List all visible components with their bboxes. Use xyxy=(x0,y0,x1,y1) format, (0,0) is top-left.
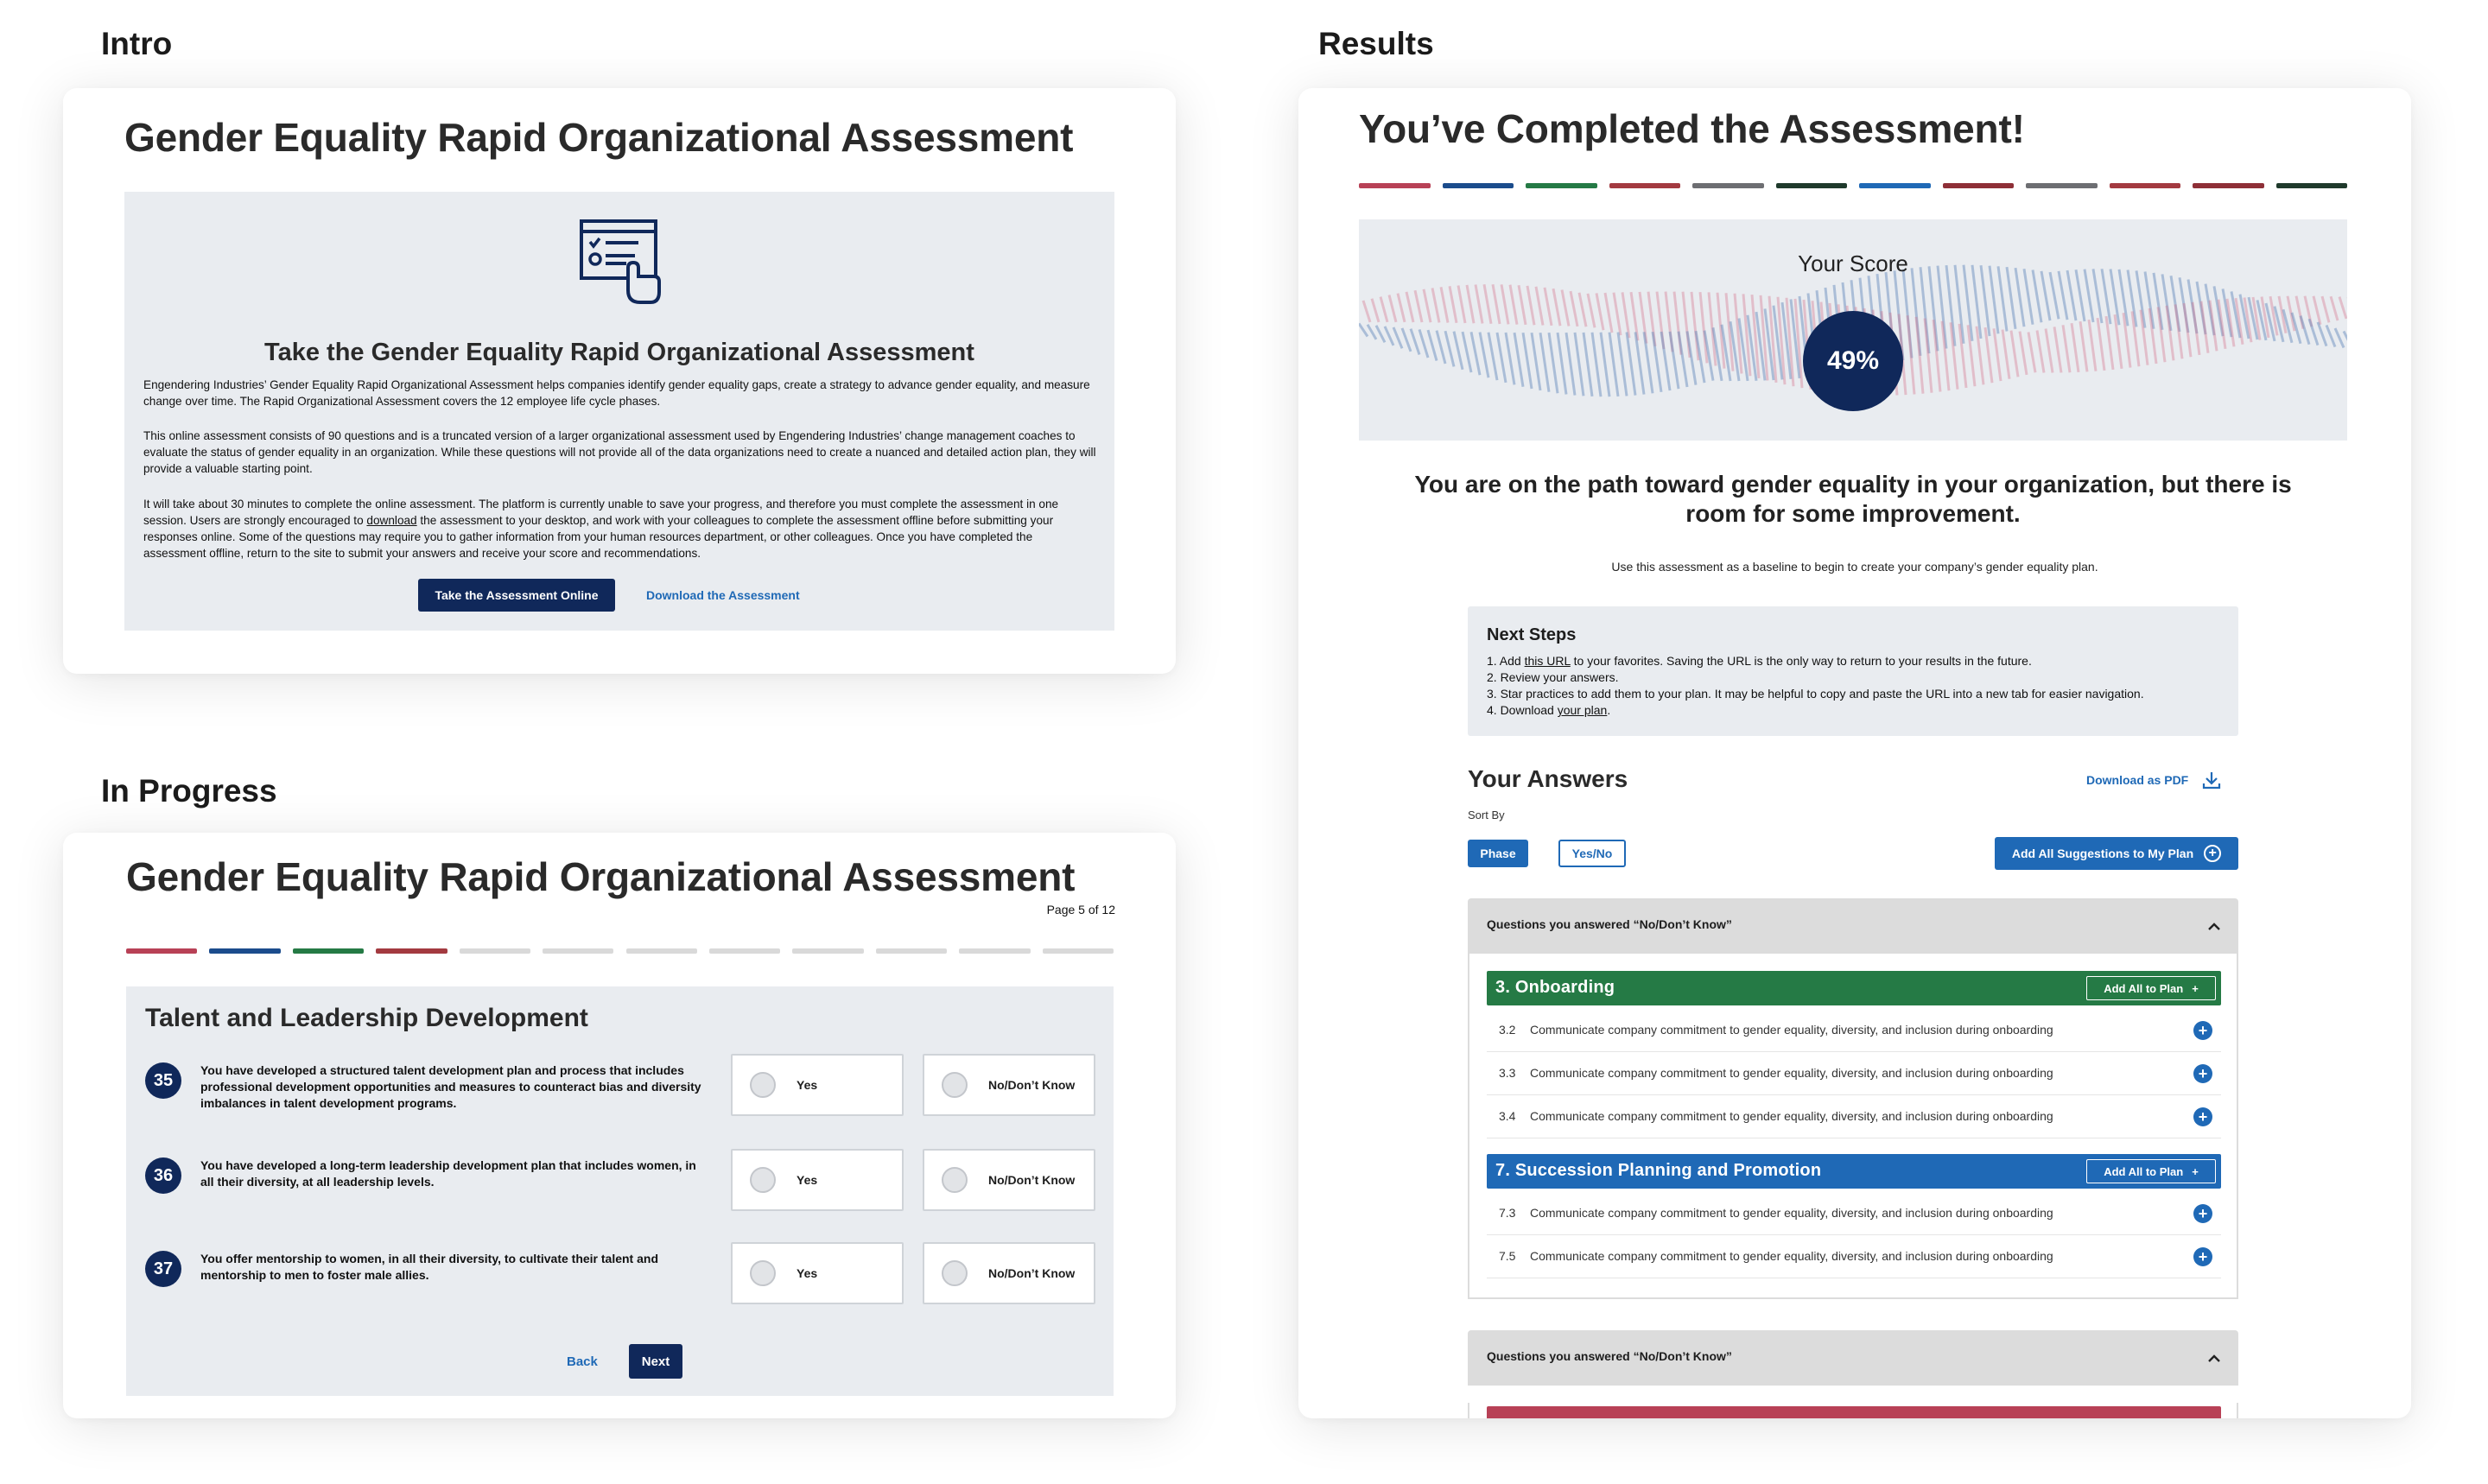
next-button[interactable]: Next xyxy=(629,1344,682,1379)
download-icon xyxy=(2202,771,2221,790)
results-card xyxy=(1298,88,2411,1418)
progress-segment xyxy=(126,948,197,954)
sort-yes-no-button[interactable]: Yes/No xyxy=(1558,840,1626,867)
question-text: You have developed a structured talent development plan and process that includes professional development opportunities and measures to counteract bias and diversity imbalances in talent development programs. xyxy=(200,1063,701,1110)
download-assessment-link[interactable]: Download the Assessment xyxy=(646,588,800,602)
phase-segment xyxy=(2276,183,2348,188)
suggestion-number: 7.3 xyxy=(1499,1206,1516,1220)
suggestion-number: 3.4 xyxy=(1499,1109,1516,1123)
phase-title: 3. Onboarding xyxy=(1495,978,1615,997)
option-yes[interactable] xyxy=(731,1054,904,1116)
phase-segment xyxy=(1443,183,1514,188)
accordion-title-2: Questions you answered “No/Don’t Know” xyxy=(1487,1349,1732,1363)
option-no-dont-know[interactable] xyxy=(923,1054,1095,1116)
suggestion-text: Communicate company commitment to gender equality, diversity, and inclusion during onboarding xyxy=(1530,1109,2053,1123)
in-progress-card xyxy=(63,833,1176,1418)
sort-phase-button[interactable]: Phase xyxy=(1468,840,1528,867)
next-steps-box xyxy=(1468,606,2238,736)
page-indicator: Page 5 of 12 xyxy=(1046,903,1115,916)
phase-segment xyxy=(1943,183,2015,188)
suggestion-text: Communicate company commitment to gender equality, diversity, and inclusion during onboarding xyxy=(1530,1023,2053,1037)
your-answers-title: Your Answers xyxy=(1468,765,1628,792)
suggestion-number: 3.3 xyxy=(1499,1066,1516,1080)
next-steps-title: Next Steps xyxy=(1487,625,1577,644)
suggestion-text: Communicate company commitment to gender equality, diversity, and inclusion during onboarding xyxy=(1530,1206,2053,1220)
radio-button[interactable] xyxy=(942,1260,968,1286)
radio-button[interactable] xyxy=(942,1072,968,1098)
results-section-label: Results xyxy=(1318,26,1434,61)
radio-button[interactable] xyxy=(750,1167,776,1193)
suggestion-text: Communicate company commitment to gender equality, diversity, and inclusion during onboarding xyxy=(1530,1066,2053,1080)
this-url-link[interactable]: this URL xyxy=(1524,654,1571,668)
question-text: You have developed a long-term leadership development plan that includes women, in all their diversity, at all leadership levels. xyxy=(200,1158,696,1189)
question-number: 35 xyxy=(145,1062,181,1099)
download-inline-link[interactable]: download xyxy=(366,514,417,527)
accordion-title: Questions you answered “No/Don’t Know” xyxy=(1487,917,1732,931)
phase-bar-partial xyxy=(1487,1406,2221,1418)
progress-segment xyxy=(876,948,947,954)
plus-circle-icon: + xyxy=(2204,845,2221,862)
intro-paragraph-1: Engendering Industries’ Gender Equality Rapid Organizational Assessment helps companies identify gender equality gaps, create a strategy to advance gender equality, and measure change over time. The Rapid Organizational Assessment covers the 12 employee life cycle phases. xyxy=(143,378,1090,408)
suggestion-number: 7.5 xyxy=(1499,1249,1516,1263)
phase-segment xyxy=(1359,183,1431,188)
phase-color-bar xyxy=(1359,183,2347,188)
in-progress-section-label: In Progress xyxy=(101,773,277,809)
progress-segment xyxy=(543,948,613,954)
back-link[interactable]: Back xyxy=(567,1354,598,1369)
phase-segment xyxy=(1859,183,1931,188)
result-message: You are on the path toward gender equality in your organization, but there is room for some improvement. xyxy=(1414,471,2292,527)
next-steps-list: 1. Add this URL to your favorites. Saving the URL is the only way to return to your results in the future. 2. Review your answers. 3. Star practices to add them to your plan. It may be helpful to copy and paste the URL into a new tab for easier navigation. 4. Download your plan. xyxy=(1487,654,2144,717)
phase-header xyxy=(1487,971,2221,1005)
result-subtext: Use this assessment as a baseline to begin to create your company’s gender equality plan. xyxy=(1611,560,2098,574)
suggestion-row xyxy=(1487,1095,2221,1138)
intro-paragraph-3: It will take about 30 minutes to complete the online assessment. The platform is currently unable to save your progress, and therefore you must complete the assessment in one session. Users are strongly encouraged to download the assessment to your desktop, and work with your colleagues to complete the assessment offline before submitting your responses online. Some of the questions may require you to gather information from your human resources department, or other colleagues. Once you have completed the assessment offline, return to the site to submit your answers and receive your score and recommendations. xyxy=(143,498,1059,560)
radio-button[interactable] xyxy=(750,1072,776,1098)
phase-segment xyxy=(1526,183,1597,188)
intro-heading: Take the Gender Equality Rapid Organizational Assessment xyxy=(264,339,974,366)
chevron-up-icon[interactable] xyxy=(2207,921,2221,931)
intro-page-title: Gender Equality Rapid Organizational Assessment xyxy=(124,115,1074,160)
suggestion-row xyxy=(1487,1009,2221,1052)
radio-button[interactable] xyxy=(750,1260,776,1286)
progress-segment xyxy=(792,948,863,954)
option-no-dont-know[interactable] xyxy=(923,1242,1095,1304)
progress-segment xyxy=(376,948,447,954)
progress-segment xyxy=(709,948,780,954)
your-plan-link[interactable]: your plan xyxy=(1557,703,1608,717)
phase-segment xyxy=(1609,183,1681,188)
suggestion-text: Communicate company commitment to gender equality, diversity, and inclusion during onboarding xyxy=(1530,1249,2053,1263)
sort-by-label: Sort By xyxy=(1468,809,1505,821)
progress-segment xyxy=(460,948,530,954)
chevron-up-icon[interactable] xyxy=(2207,1353,2221,1363)
accordion-no-dont-know[interactable] xyxy=(1468,898,2238,954)
suggestion-number: 3.2 xyxy=(1499,1023,1516,1037)
results-title: You’ve Completed the Assessment! xyxy=(1359,106,2025,151)
intro-panel xyxy=(124,192,1114,631)
plus-icon: + xyxy=(2192,1164,2199,1178)
score-label: Your Score xyxy=(1798,251,1908,276)
add-all-to-plan-button[interactable] xyxy=(2086,976,2216,1000)
option-label: Yes xyxy=(797,1173,818,1187)
phase-segment xyxy=(1692,183,1764,188)
suggestion-row xyxy=(1487,1192,2221,1235)
progress-page-title: Gender Equality Rapid Organizational Assessment xyxy=(126,854,1076,899)
option-label: No/Don’t Know xyxy=(988,1078,1076,1092)
questions-panel xyxy=(126,986,1114,1396)
add-all-label: Add All to Plan xyxy=(2104,981,2184,995)
phase-segment xyxy=(2110,183,2181,188)
question-text: You offer mentorship to women, in all their diversity, to cultivate their talent and mentorship to men to foster male allies. xyxy=(200,1252,658,1282)
suggestion-row xyxy=(1487,1052,2221,1095)
download-pdf-link[interactable]: Download as PDF xyxy=(2086,771,2221,790)
option-no-dont-know[interactable] xyxy=(923,1149,1095,1211)
option-yes[interactable] xyxy=(731,1242,904,1304)
intro-card xyxy=(63,88,1176,674)
phase-segment xyxy=(2026,183,2098,188)
option-label: Yes xyxy=(797,1266,818,1280)
add-to-plan-plus-icon[interactable]: + xyxy=(2193,1021,2212,1040)
option-yes[interactable] xyxy=(731,1149,904,1211)
progress-segment xyxy=(1043,948,1114,954)
phase-header xyxy=(1487,1154,2221,1189)
add-to-plan-plus-icon[interactable]: + xyxy=(2193,1204,2212,1223)
score-panel xyxy=(1359,219,2347,441)
question-number: 37 xyxy=(145,1251,181,1287)
accordion-no-dont-know-2[interactable] xyxy=(1468,1330,2238,1386)
add-all-to-plan-button[interactable] xyxy=(2086,1159,2216,1183)
take-assessment-online-button[interactable]: Take the Assessment Online xyxy=(418,579,615,612)
progress-segment xyxy=(959,948,1030,954)
accordion-body xyxy=(1468,954,2238,1299)
question-number: 36 xyxy=(145,1157,181,1194)
progress-segment xyxy=(293,948,364,954)
assessment-click-icon xyxy=(578,218,664,308)
page-progress-bar xyxy=(126,948,1114,954)
phase-title: 7. Succession Planning and Promotion xyxy=(1495,1161,1822,1180)
progress-segment xyxy=(626,948,697,954)
accordion-body-2 xyxy=(1468,1403,2238,1418)
section-title: Talent and Leadership Development xyxy=(145,1004,588,1032)
add-to-plan-plus-icon[interactable]: + xyxy=(2193,1064,2212,1083)
intro-section-label: Intro xyxy=(101,26,173,61)
score-circle: 49% xyxy=(1803,311,1903,411)
plus-icon: + xyxy=(2192,981,2199,995)
add-all-suggestions-button[interactable]: Add All Suggestions to My Plan + xyxy=(1995,837,2238,870)
add-to-plan-plus-icon[interactable]: + xyxy=(2193,1247,2212,1266)
add-all-label: Add All to Plan xyxy=(2104,1164,2184,1178)
intro-paragraph-2: This online assessment consists of 90 questions and is a truncated version of a larger organizational assessment used by Engendering Industries’ change management coaches to evaluate the status of gender equality in an organization. While these questions will not provide all of the data organizations need to create a nuanced and detailed action plan, they will provide a valuable starting point. xyxy=(143,429,1096,475)
radio-button[interactable] xyxy=(942,1167,968,1193)
option-label: Yes xyxy=(797,1078,818,1092)
phase-segment xyxy=(2193,183,2264,188)
option-label: No/Don’t Know xyxy=(988,1266,1076,1280)
suggestion-row xyxy=(1487,1235,2221,1278)
progress-segment xyxy=(209,948,280,954)
phase-segment xyxy=(1776,183,1848,188)
add-to-plan-plus-icon[interactable]: + xyxy=(2193,1107,2212,1126)
option-label: No/Don’t Know xyxy=(988,1173,1076,1187)
